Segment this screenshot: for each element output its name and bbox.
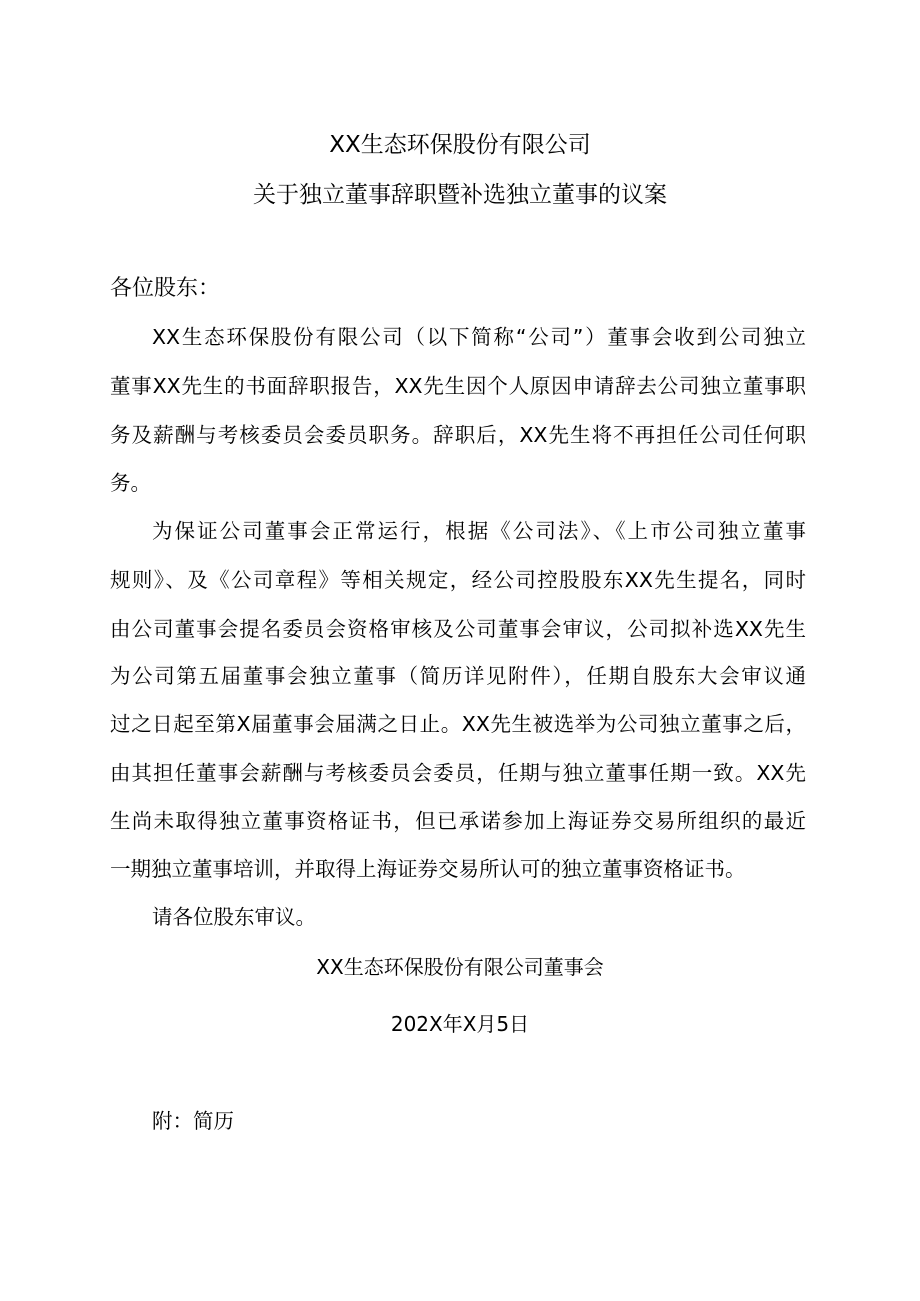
paragraph-line: 生尚未取得独立董事资格证书，但已承诺参加上海证券交易所组织的最近	[110, 809, 806, 833]
closing-request: 请各位股东审议。	[152, 905, 316, 929]
document-date: 202X年X月5日	[390, 1012, 530, 1036]
greeting: 各位股东：	[110, 276, 221, 301]
attachment-note: 附：简历	[152, 1109, 234, 1133]
document-subtitle: 关于独立董事辞职暨补选独立董事的议案	[253, 182, 667, 208]
paragraph-line: 规则》、及《公司章程》等相关规定，经公司控股股东XX先生提名，同时	[110, 568, 806, 592]
paragraph-line: 为保证公司董事会正常运行，根据《公司法》、《上市公司独立董事	[152, 519, 806, 543]
paragraph-line: 董事XX先生的书面辞职报告，XX先生因个人原因申请辞去公司独立董事职	[110, 374, 806, 398]
paragraph-line: 由其担任董事会薪酬与考核委员会委员，任期与独立董事任期一致。XX先	[110, 761, 806, 785]
document-title: XX生态环保股份有限公司	[329, 132, 591, 158]
paragraph-line: 为公司第五届董事会独立董事（简历详见附件），任期自股东大会审议通	[110, 664, 806, 688]
paragraph-line: 务。	[110, 471, 151, 495]
paragraph-line: 过之日起至第X届董事会届满之日止。XX先生被选举为公司独立董事之后，	[110, 712, 806, 736]
paragraph-line: 由公司董事会提名委员会资格审核及公司董事会审议，公司拟补选XX先生	[110, 617, 806, 641]
paragraph-line: 一期独立董事培训，并取得上海证券交易所认可的独立董事资格证书。	[110, 857, 746, 881]
paragraph-line: 务及薪酬与考核委员会委员职务。辞职后，XX先生将不再担任公司任何职	[110, 423, 806, 447]
signature: XX生态环保股份有限公司董事会	[316, 955, 604, 979]
paragraph-line: XX生态环保股份有限公司（以下简称“公司”）董事会收到公司独立	[152, 325, 806, 349]
